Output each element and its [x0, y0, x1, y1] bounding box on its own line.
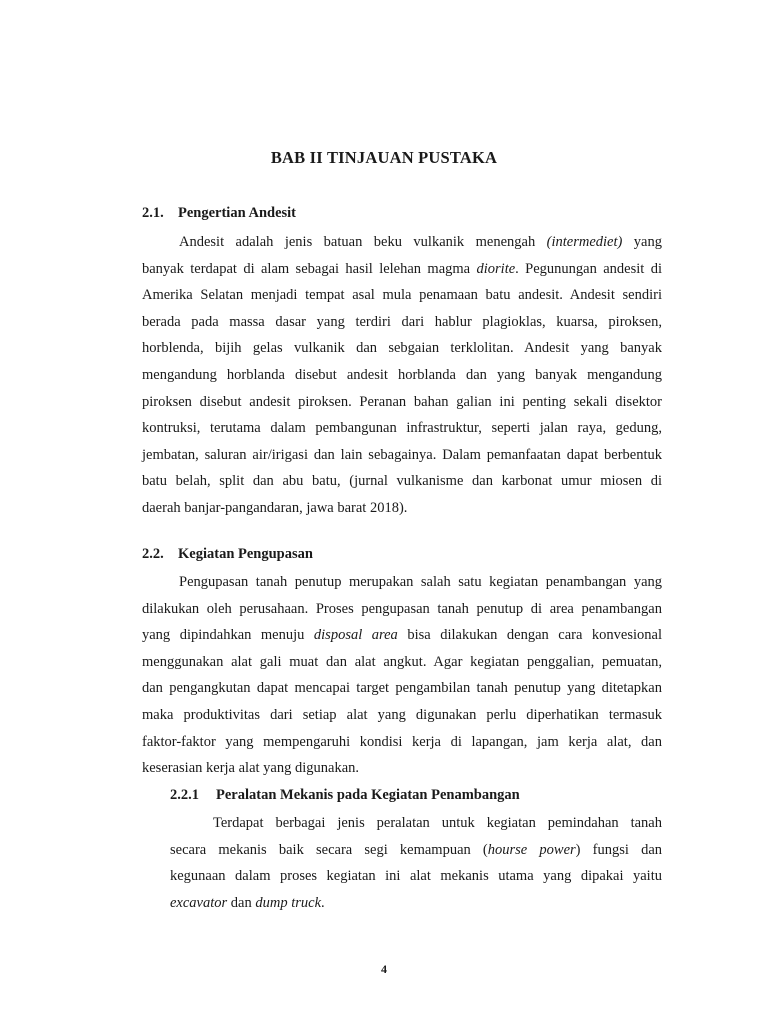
page-number: 4 [381, 962, 387, 976]
paragraph-line: batu belah, split dan abu batu, (jurnal vulkanisme dan karbonat umur miosen di [142, 473, 662, 490]
section-heading-2-2 [142, 546, 313, 563]
paragraph-line: daerah banjar-pangandaran, jawa barat 2018). [142, 499, 408, 516]
paragraph-peralatan-mekanis [170, 810, 662, 916]
paragraph-line: dan pengangkutan dapat mencapai target pengambilan tanah penutup yang ditetapkan [142, 680, 662, 697]
paragraph-line: kontruksi, terutama dalam pembangunan infrastruktur, seperti jalan raya, gedung, [142, 420, 662, 437]
paragraph-line: maka produktivitas dari setiap alat yang digunakan perlu diperhatikan termasuk [142, 706, 662, 723]
chapter-title: BAB II TINJAUAN PUSTAKA [270, 148, 498, 167]
paragraph-line: yang dipindahkan menuju disposal area bisa dilakukan dengan cara konvesional [142, 627, 662, 644]
paragraph-line: jembatan, saluran air/irigasi dan lain sebagainya. Dalam pemanfaatan dapat berbentuk [142, 446, 662, 463]
section-title: Kegiatan Pengupasan [178, 546, 313, 562]
section-title: Pengertian Andesit [178, 205, 297, 221]
paragraph-line: Andesit adalah jenis batuan beku vulkanik menengah (intermediet) yang [179, 234, 662, 250]
paragraph-kegiatan-pengupasan [142, 569, 662, 782]
paragraph-line: Pengupasan tanah penutup merupakan salah satu kegiatan penambangan yang [179, 574, 662, 590]
paragraph-line: piroksen disebut andesit piroksen. Peranan bahan galian ini penting sekali disektor [142, 393, 662, 410]
section-number: 2.2. [142, 546, 164, 562]
paragraph-line: secara mekanis baik secara segi kemampuan (hourse power) fungsi dan [170, 841, 663, 858]
section-title: Peralatan Mekanis pada Kegiatan Penambangan [216, 787, 520, 803]
paragraph-line: faktor-faktor yang mempengaruhi kondisi kerja di lapangan, jam kerja alat, dan [142, 733, 662, 750]
paragraph-line: kegunaan dalam proses kegiatan ini alat mekanis utama yang dipakai yaitu [170, 868, 662, 885]
section-number: 2.2.1 [170, 787, 199, 803]
paragraph-line: excavator dan dump truck. [170, 894, 325, 911]
paragraph-line: Amerika Selatan menjadi tempat asal mula penamaan batu andesit. Andesit sendiri [142, 287, 662, 304]
paragraph-line: keserasian kerja alat yang digunakan. [142, 760, 360, 777]
paragraph-line: menggunakan alat gali muat dan alat angkut. Agar kegiatan penggalian, pemuatan, [142, 653, 662, 670]
paragraph-line: berada pada massa dasar yang terdiri dari hablur plagioklas, kuarsa, piroksen, [142, 313, 662, 330]
section-heading-2-2-1 [170, 787, 520, 804]
section-heading-2-1 [142, 205, 296, 222]
paragraph-line: dilakukan oleh perusahaan. Proses pengupasan tanah penutup di area penambangan [142, 600, 662, 617]
paragraph-pengertian-andesit [142, 229, 662, 522]
section-number: 2.1. [142, 205, 164, 221]
paragraph-line: Terdapat berbagai jenis peralatan untuk kegiatan pemindahan tanah [213, 815, 662, 831]
paragraph-line: horblenda, bijih gelas vulkanik dan sebgaian terklolitan. Andesit yang banyak [142, 340, 662, 357]
paragraph-line: banyak terdapat di alam sebagai hasil lelehan magma diorite. Pegunungan andesit di [142, 260, 662, 277]
paragraph-line: mengandung horblanda disebut andesit horblanda dan yang banyak mengandung [142, 366, 662, 383]
